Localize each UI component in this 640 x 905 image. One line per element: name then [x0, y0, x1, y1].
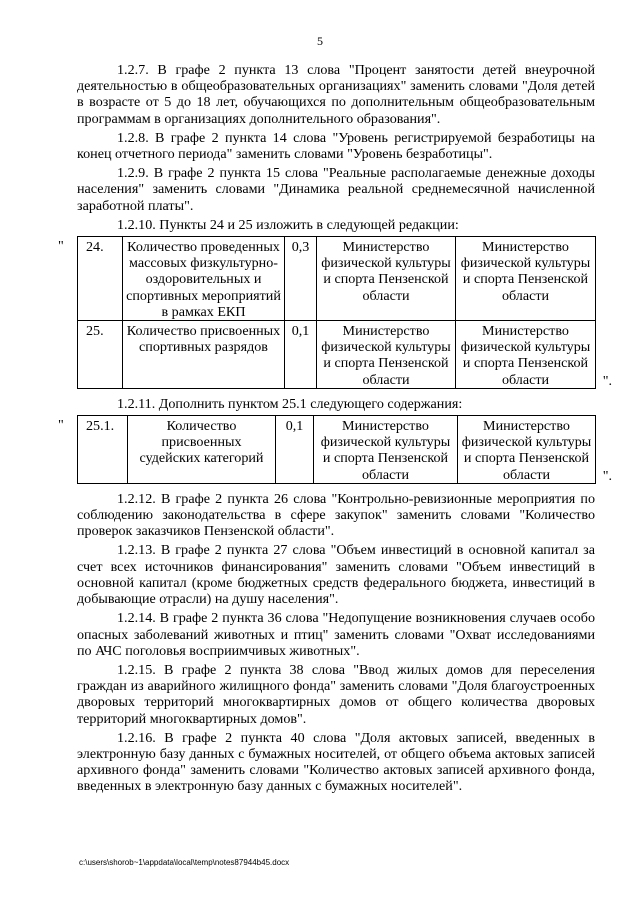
- paragraph-1-2-15: 1.2.15. В графе 2 пункта 38 слова "Ввод жилых домов для переселения граждан из аварийного жилищного фонда" заменить словами "Доля благоустроенных дворовых территорий многоквартирных домов от общего количества дворовых территорий многоквартирных домов".: [77, 661, 595, 727]
- footer-file-path: c:\users\shorob~1\appdata\local\temp\notes87944b45.docx: [79, 858, 290, 867]
- paragraph-1-2-13: 1.2.13. В графе 2 пункта 27 слова "Объем инвестиций в основной капитал за счет всех источников финансирования" заменить словами "Объем инвестиций в основной капитал (кроме бюджетных средств федерального бюджета, инвестиций в добывающие отрасли) на душу населения".: [77, 542, 595, 608]
- cell-value: 0,3: [285, 237, 317, 321]
- cell-num: 24.: [78, 237, 123, 321]
- cell-executor: Министерство физической культуры и спорта Пензенской области: [458, 416, 596, 484]
- paragraph-1-2-12: 1.2.12. В графе 2 пункта 26 слова "Контрольно-ревизионные мероприятия по соблюдению законодательства в сфере закупок" заменить словами "Количество проверок заказчиков Пензенской области".: [77, 490, 595, 540]
- cell-num: 25.: [78, 321, 123, 389]
- cell-responsible: Министерство физической культуры и спорта Пензенской области: [317, 321, 456, 389]
- paragraph-1-2-8: 1.2.8. В графе 2 пункта 14 слова "Уровень регистрируемой безработицы на конец отчетного периода" заменить словами "Уровень безработицы".: [77, 129, 595, 163]
- paragraph-1-2-10: 1.2.10. Пункты 24 и 25 изложить в следующей редакции:: [117, 216, 459, 233]
- paragraph-1-2-7: 1.2.7. В графе 2 пункта 13 слова "Процент занятости детей внеурочной деятельностью в общеобразовательных организациях" заменить словами "Доля детей в возрасте от 5 до 18 лет, обучающихся по дополнительным общеобразовательным программам в организациях дополнительного образования".: [77, 62, 595, 127]
- cell-indicator: Количество присвоенных спортивных разрядов: [123, 321, 285, 389]
- table-row: [78, 237, 596, 321]
- close-quote: ".: [602, 467, 612, 484]
- close-quote: ".: [602, 372, 612, 389]
- document-body: [58, 62, 612, 798]
- cell-executor: Министерство физической культуры и спорта Пензенской области: [456, 237, 596, 321]
- paragraph-1-2-16: 1.2.16. В графе 2 пункта 40 слова "Доля актовых записей, введенных в электронную базу данных с бумажных носителей, от общего объема актовых записей архивного фонда" заменить словами "Количество актовых записей архивного фонда, введенных в электронную базу данных с бумажных носителей".: [77, 729, 595, 795]
- table-row: [78, 416, 596, 484]
- cell-indicator: Количество присвоенных судейских категорий: [128, 416, 276, 484]
- page-number: 5: [317, 34, 323, 48]
- cell-responsible: Министерство физической культуры и спорта Пензенской области: [314, 416, 458, 484]
- open-quote: ": [58, 417, 64, 434]
- cell-responsible: Министерство физической культуры и спорта Пензенской области: [317, 237, 456, 321]
- cell-value: 0,1: [285, 321, 317, 389]
- paragraph-1-2-9: 1.2.9. В графе 2 пункта 15 слова "Реальные располагаемые денежные доходы населения" заменить словами "Динамика реальной среднемесячной начисленной заработной платы".: [77, 165, 595, 214]
- table-items-24-25: [58, 236, 612, 389]
- cell-value: 0,1: [276, 416, 314, 484]
- paragraph-1-2-14: 1.2.14. В графе 2 пункта 36 слова "Недопущение возникновения случаев особо опасных заболеваний животных и птиц" заменить словами "Охват исследованиями по АЧС поголовья восприимчивых животных".: [77, 610, 595, 659]
- open-quote: ": [58, 238, 64, 255]
- paragraph-1-2-11: 1.2.11. Дополнить пунктом 25.1 следующего содержания:: [117, 395, 463, 412]
- table-row: [78, 321, 596, 389]
- cell-num: 25.1.: [78, 416, 128, 484]
- table-item-25-1: [58, 415, 612, 484]
- cell-executor: Министерство физической культуры и спорта Пензенской области: [456, 321, 596, 389]
- cell-indicator: Количество проведенных массовых физкультурно-оздоровительных и спортивных мероприятий в рамках ЕКП: [123, 237, 285, 321]
